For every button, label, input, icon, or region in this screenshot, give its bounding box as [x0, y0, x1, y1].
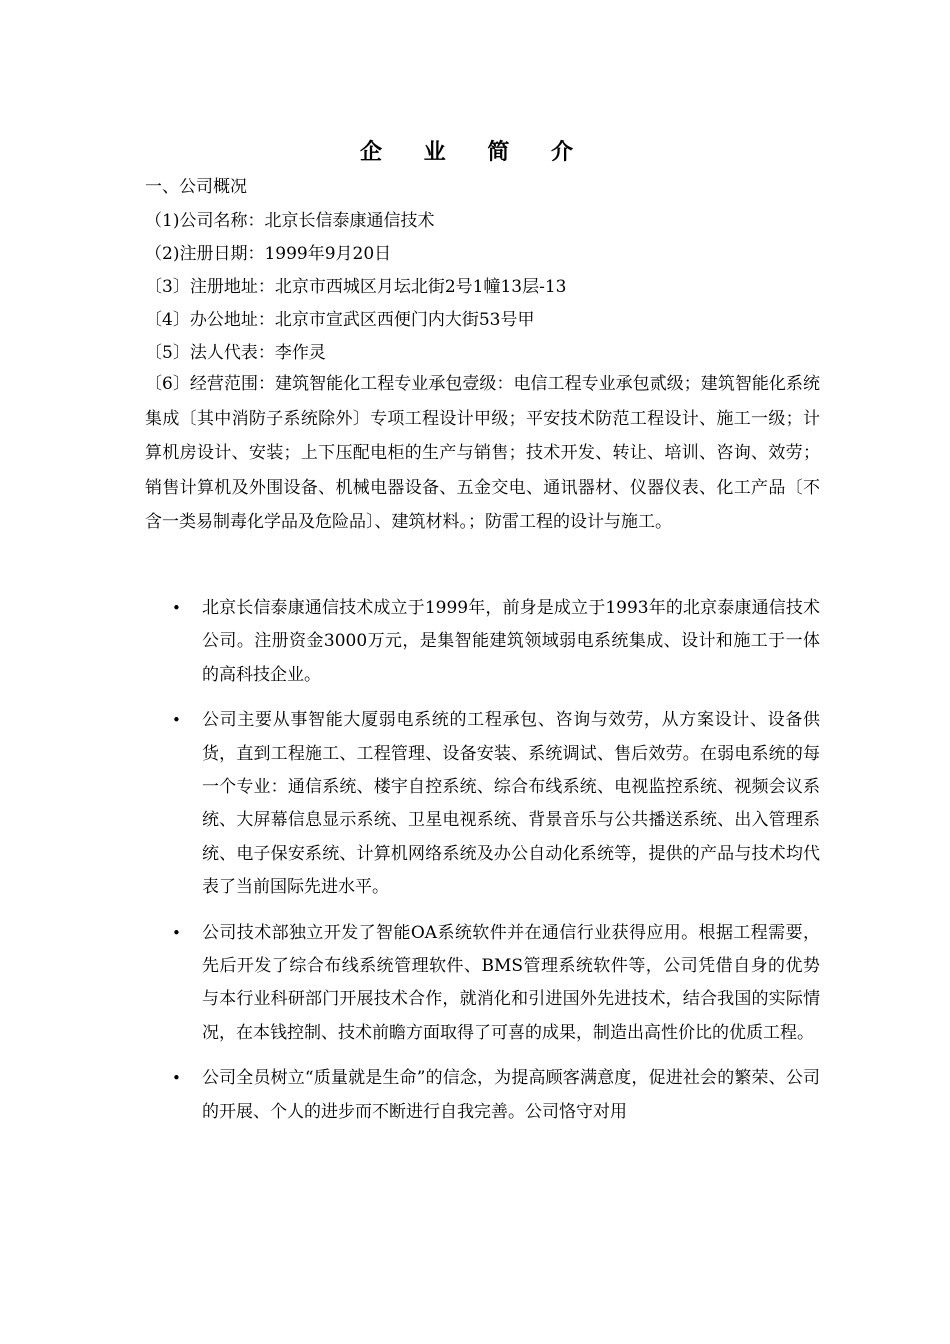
- bullet-dot-icon: •: [172, 599, 181, 617]
- bullet-item-quality: [0, 1062, 820, 1129]
- bullet-text: 公司主要从事智能大厦弱电系统的工程承包、咨询与效劳，从方案设计、设备供货，直到工程施工、工程管理、设备安装、系统调试、售后效劳。在弱电系统的每一个专业：通信系统、楼宇自控系统、综合布线系统、电视监控系统、视频会议系统、大屏幕信息显示系统、卫星电视系统、背景音乐与公共播送系统、出入管理系统、电子保安系统、计算机网络系统及办公自动化系统等，提供的产品与技术均代表了当前国际先进水平。: [202, 710, 820, 898]
- bullet-item-founding: [0, 592, 820, 692]
- bullet-text: 公司技术部独立开发了智能OA系统软件并在通信行业获得应用。根据工程需要，先后开发了综合布线系统管理软件、BMS管理系统软件等，公司凭借自身的优势与本行业科研部门开展技术合作，就消化和引进国外先进技术，结合我国的实际情况，在本钱控制、技术前瞻方面取得了可喜的成果，制造出高性价比的优质工程。: [202, 922, 820, 1043]
- info-item-registered-address: 〔3〕注册地址：北京市西城区月坛北街2号1幢13层-13: [145, 277, 567, 297]
- business-scope-paragraph: 〔6〕经营范围：建筑智能化工程专业承包壹级：电信工程专业承包贰级；建筑智能化系统集成〔其中消防子系统除外〕专项工程设计甲级；平安技术防范工程设计、施工一级；计算机房设计、安装；上下压配电柜的生产与销售；技术开发、转让、培训、咨询、效劳；销售计算机及外围设备、机械电器设备、五金交电、通讯器材、仪器仪表、化工产品〔不含一类易制毒化学品及危险品〕、建筑材料。；防雷工程的设计与施工。: [145, 374, 820, 533]
- section-heading: 一、公司概况: [145, 177, 247, 197]
- bullet-item-technology: [0, 917, 820, 1051]
- info-item-registration-date: （2)注册日期：1999年9月20日: [145, 244, 392, 264]
- company-description-bullets: [0, 592, 950, 1141]
- bullet-text: 北京长信泰康通信技术成立于1999年，前身是成立于1993年的北京泰康通信技术公司。注册资金3000万元，是集智能建筑领域弱电系统集成、设计和施工于一体的高科技企业。: [202, 598, 820, 685]
- bullet-dot-icon: •: [172, 711, 181, 730]
- company-info-list: [145, 205, 825, 370]
- bullet-dot-icon: •: [172, 1069, 181, 1088]
- bullet-text: 公司全员树立“质量就是生命”的信念，为提高顾客满意度，促进社会的繁荣、公司的开展、个人的进步而不断进行自我完善。公司恪守对用: [202, 1068, 820, 1122]
- info-item-company-name: （1)公司名称：北京长信泰康通信技术: [145, 211, 435, 231]
- page-title: 企 业 简 介: [360, 139, 590, 165]
- bullet-item-business: [0, 704, 820, 904]
- info-item-office-address: 〔4〕办公地址：北京市宣武区西便门内大街53号甲: [145, 310, 535, 330]
- bullet-dot-icon: •: [172, 923, 181, 942]
- info-item-legal-representative: 〔5〕法人代表：李作灵: [145, 343, 326, 363]
